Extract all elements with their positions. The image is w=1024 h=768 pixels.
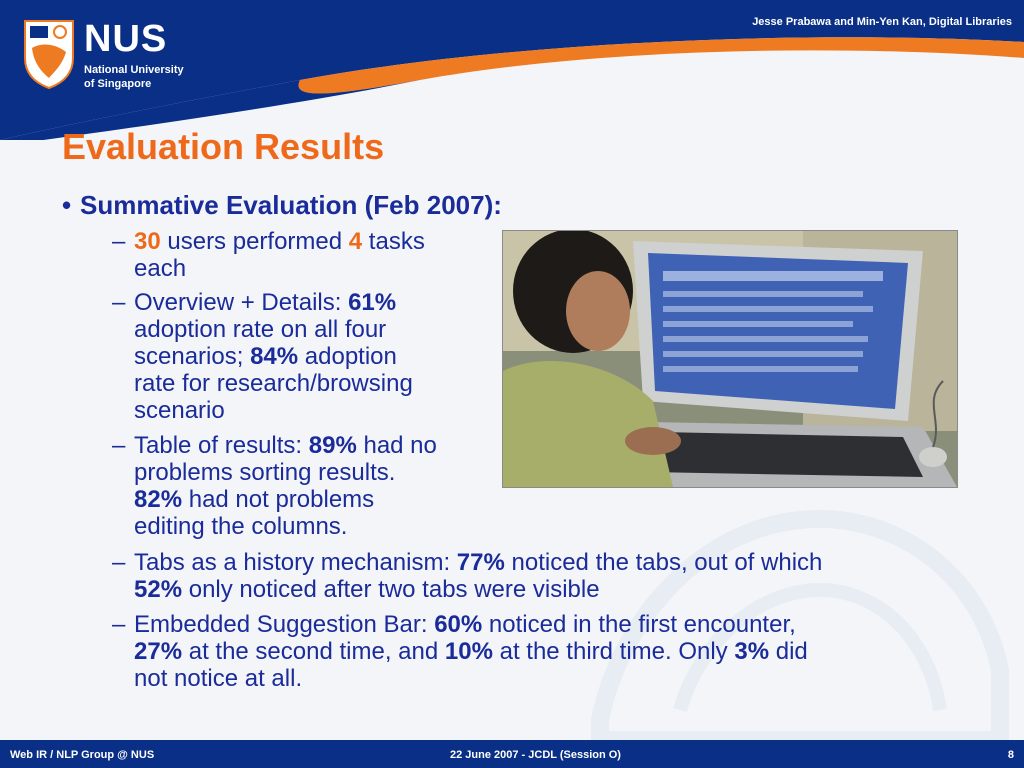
footer-group: Web IR / NLP Group @ NUS	[10, 749, 155, 761]
text: at the third time. Only	[492, 638, 735, 665]
value-52: 52%	[134, 576, 183, 603]
text: noticed in the first encounter,	[482, 611, 796, 638]
value-3: 3%	[734, 638, 770, 665]
text: rate for research/browsing	[134, 370, 413, 397]
text: had not problems	[182, 486, 375, 513]
text: adoption	[298, 343, 397, 370]
footer-bar	[0, 740, 1024, 768]
text: at the second time, and	[182, 638, 445, 665]
text: Tabs as a history mechanism:	[134, 549, 457, 576]
authors-line: Jesse Prabawa and Min-Yen Kan, Digital Libraries	[752, 16, 1012, 28]
lion-watermark-icon	[560, 470, 1020, 740]
value-users: 30	[134, 228, 161, 255]
value-82: 82%	[134, 486, 183, 513]
value-10: 10%	[444, 638, 493, 665]
text: only noticed after two tabs were visible	[182, 576, 600, 603]
value-27: 27%	[134, 638, 183, 665]
text: did	[769, 638, 808, 665]
text: adoption rate on all four	[134, 316, 387, 343]
text: noticed the tabs, out of which	[504, 549, 823, 576]
text: Table of results:	[134, 432, 309, 459]
value-61: 61%	[348, 289, 397, 316]
value-60: 60%	[434, 611, 483, 638]
footer-date: 22 June 2007 - JCDL (Session O)	[450, 749, 621, 761]
dash-icon: –	[112, 289, 126, 316]
slide-title: Evaluation Results	[62, 126, 385, 167]
value-tasks: 4	[348, 228, 363, 255]
user-laptop-photo	[502, 230, 958, 488]
text: scenario	[134, 397, 225, 424]
text: Overview + Details:	[134, 289, 349, 316]
text: tasks	[362, 228, 425, 255]
logo-wordmark: NUS	[84, 18, 168, 60]
text: had no	[356, 432, 437, 459]
value-77: 77%	[456, 549, 505, 576]
text: not notice at all.	[134, 665, 303, 692]
text: scenarios;	[134, 343, 251, 370]
crest-icon	[22, 18, 76, 90]
dash-icon: –	[112, 228, 126, 255]
nus-logo	[14, 10, 184, 90]
text: users performed	[160, 228, 349, 255]
text: editing the columns.	[134, 513, 348, 540]
dash-icon: –	[112, 549, 126, 576]
text: Embedded Suggestion Bar:	[134, 611, 435, 638]
dash-icon: –	[112, 432, 126, 459]
text: problems sorting results.	[134, 459, 396, 486]
page-number: 8	[1007, 749, 1014, 761]
main-bullet-text: Summative Evaluation (Feb 2007):	[80, 190, 502, 220]
value-84: 84%	[250, 343, 299, 370]
dash-icon: –	[112, 611, 126, 638]
bullet-dot-icon: •	[62, 190, 72, 220]
main-bullet	[62, 190, 962, 221]
text: each	[134, 255, 187, 282]
value-89: 89%	[308, 432, 357, 459]
logo-subtitle-2: of Singapore	[84, 78, 152, 90]
logo-subtitle-1: National University	[84, 64, 184, 76]
